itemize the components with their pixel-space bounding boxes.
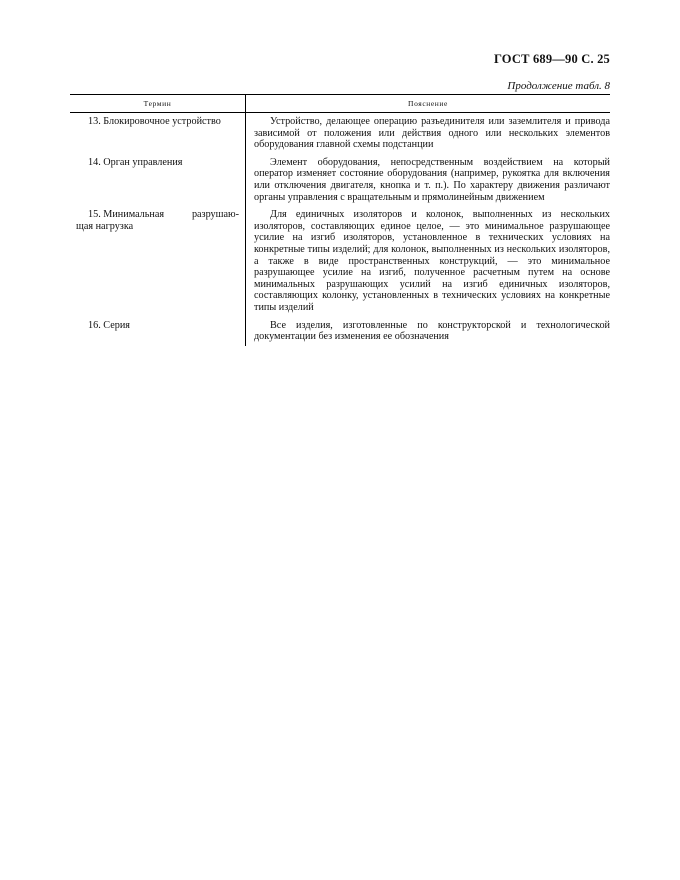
term-cell: 16. Серия — [88, 319, 130, 331]
explanation-text: Все изделия, изготовленные по конструкторской и технологической документации без изменения ее обозначения — [254, 319, 610, 343]
table-continuation-note: Продолжение табл. 8 — [507, 80, 610, 92]
explanation-cell — [245, 317, 610, 346]
term-line: 15. Минимальная — [88, 209, 165, 221]
table-row — [70, 206, 610, 316]
term-line: щая нагрузка — [76, 220, 134, 232]
table-row — [70, 154, 610, 206]
column-header-term: Термин — [143, 98, 172, 108]
term-cell — [70, 206, 245, 316]
explanation-text: Элемент оборудования, непосредственным воздействием на который оператор изменяет состояние оборудования (например, рукоятка для включения или отключения двигателя, кнопка и т. п.). По характеру движения различают органы управления с вращательным и прямолинейным движением — [254, 156, 610, 203]
explanation-cell — [245, 154, 610, 206]
explanation-text: Для единичных изоляторов и колонок, выполненных из нескольких изоляторов, составляющих единое целое, — это минимальное разрушающее усилие на изгиб изоляторов, установленное в технических условиях на конкретные типы изделий; для колонок, выполненных из нескольких изоляторов, а также в виде пространственных конструкций, — это минимальное разрушающее усилие на изгиб, полученное расчетным путем на основе минимальных разрушающих усилий на изгиб единичных изоляторов, составляющих колонку, установленных в технических условиях на конкретные типы изделий — [254, 209, 610, 313]
table-row — [70, 317, 610, 346]
explanation-cell — [245, 206, 610, 316]
explanation-cell — [245, 113, 610, 154]
explanation-text: Устройство, делающее операцию разъединителя или заземлителя и привода зависимой от положения или действия одного или нескольких элементов оборудования главной схемы подстанции — [254, 116, 610, 151]
term-cell: 14. Орган управления — [88, 156, 183, 168]
table-row — [70, 113, 610, 154]
table-header-row — [70, 94, 610, 113]
page-header: ГОСТ 689—90 С. 25 — [493, 52, 610, 66]
term-line-hyphenated: разрушаю- — [191, 209, 239, 221]
term-cell: 13. Блокировочное устройство — [88, 116, 221, 127]
column-header-explanation: Пояснение — [245, 95, 610, 112]
terms-table — [70, 94, 610, 346]
